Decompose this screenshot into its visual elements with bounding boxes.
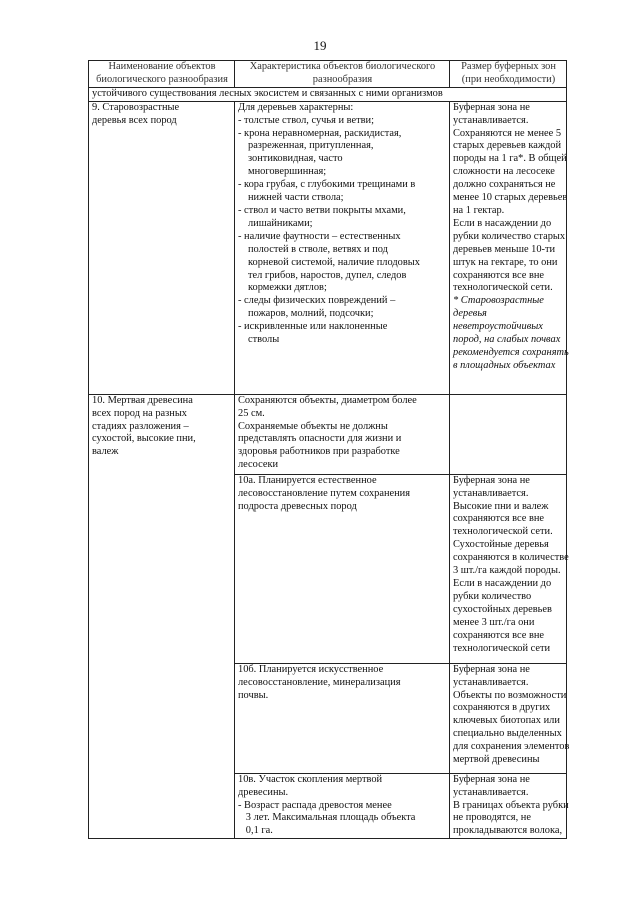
row10v-buffer: Буферная зона не устанавливается. В границах объекта рубки не проводятся, не прокладываются волока, [450,773,567,839]
row10b-characteristics: 10б. Планируется искусственное лесовосстановление, минерализация почвы. [235,663,450,773]
row10-name: 10. Мертвая древесина всех пород на разных стадиях разложения – сухостой, высокие пни, валеж [89,394,235,839]
row10-buffer-empty [450,394,567,474]
table-row-9 [89,101,567,394]
table-row-10 [89,394,567,474]
section-title-row [89,87,567,101]
header-objects-characteristics: Характеристика объектов биологического разнообразия [235,61,450,88]
row9-buffer-footnote: * Старовозрастные [453,295,544,307]
row10-characteristics: Сохраняются объекты, диаметром более 25 см. Сохраняемые объекты не должны представлять опасности для жизни и здоровья работников при разработке лесосеки [235,394,450,474]
row10a-buffer: Буферная зона не устанавливается. Высокие пни и валеж сохраняются все вне технологической сети. Сухостойные деревья сохраняются в количестве 3 шт./га каждой породы. Если в насаждении до рубки количество сухостойных деревьев менее 3 шт./га они сохраняются все вне технологической сети [450,474,567,663]
row10v-characteristics: 10в. Участок скопления мертвой древесины. - Возраст распада древостоя менее 3 лет. Максимальная площадь объекта 0,1 га. [235,773,450,839]
row9-name: 9. Старовозрастные деревья всех пород [89,101,235,394]
page-number: 19 [313,38,327,53]
table-header-row [89,61,567,88]
header-objects-name: Наименование объектов биологического разнообразия [89,61,235,88]
row10a-characteristics: 10а. Планируется естественное лесовосстановление путем сохранения подроста древесных пород [235,474,450,663]
row9-buffer: Буферная зона не устанавливается. Сохраняются не менее 5 старых деревьев каждой породы на 1 га*. В общей сложности на лесосеке должно сохраняться не менее 10 старых деревьев на 1 гектар. Если в насаждении до рубки количество старых деревьев меньше 10-ти штук на гектаре, то они сохраняются все вне технологической сети. * Старовозрастные деревья неветроустойчивых пород, на слабых почвах рекомендуется сохранять в площадных объектах [450,101,567,394]
row9-characteristics: Для деревьев характерны: - толстые ствол, сучья и ветви; - крона неравномерная, раскидистая, разреженная, притупленная, зонтиковидная, часто многовершинная; - кора грубая, с глубокими трещинами в нижней части ствола; - ствол и часто ветви покрыты мхами, лишайниками; - наличие фаутности – естественных полостей в стволе, ветвях и под корневой системой, наличие плодовых тел грибов, наростов, дупел, следов кормежки дятлов; - следы физических повреждений – пожаров, молний, подсочки; - искривленные или наклоненные стволы [235,101,450,394]
section-title: устойчивого существования лесных экосистем и связанных с ними организмов [89,87,567,101]
row10b-buffer: Буферная зона не устанавливается. Объекты по возможности сохраняются в других ключевых биотопах или специально выделенных для сохранения элементов мертвой древесины [450,663,567,773]
header-buffer-zone-size: Размер буферных зон (при необходимости) [450,61,567,88]
biodiversity-table [88,60,570,839]
